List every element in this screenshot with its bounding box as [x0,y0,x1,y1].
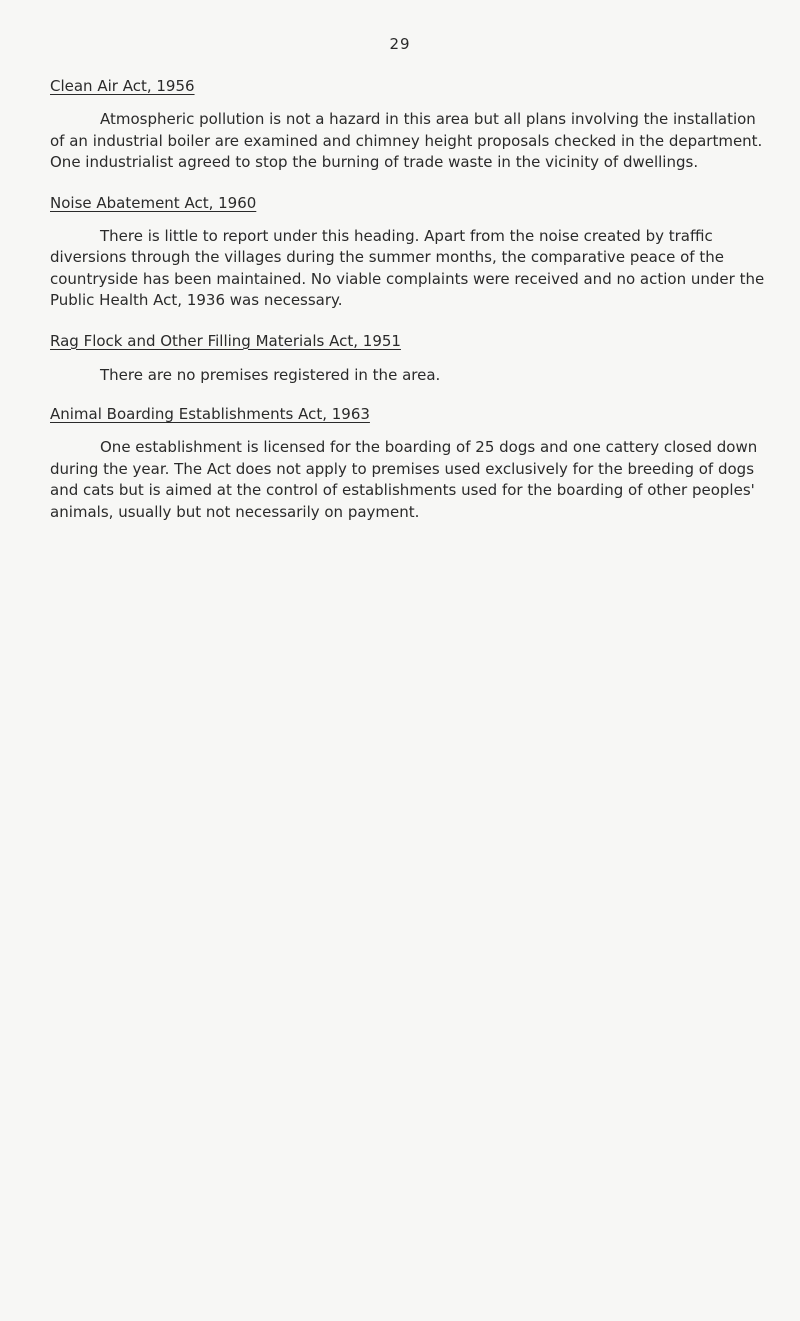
page-number: 29 [389,35,411,53]
section-heading: Animal Boarding Establishments Act, 1963 [50,405,370,423]
section-heading: Clean Air Act, 1956 [50,77,195,95]
section-paragraph: Atmospheric pollution is not a hazard in this area but all plans involving the installation of an industrial boiler are examined and chimney height proposals checked in the department. One industrialist agreed to stop the burning of trade waste in the vicinity of dwellings. [50,110,763,171]
document-body [50,76,770,523]
section-clean-air-act [50,76,770,174]
section-heading: Noise Abatement Act, 1960 [50,193,257,212]
section-paragraph: There are no premises registered in the area. [100,365,441,384]
section-rag-flock-act [50,331,770,387]
section-heading: Rag Flock and Other Filling Materials Act, 1951 [50,331,401,350]
section-paragraph: There is little to report under this heading. Apart from the noise created by traffic diversions through the villages during the summer months, the comparative peace of the countryside has been maintained. No viable complaints were received and no action under the Public Health Act, 1936 was necessary. [50,226,765,309]
section-paragraph: One establishment is licensed for the boarding of 25 dogs and one cattery closed down during the year. The Act does not apply to premises used exclusively for the breeding of dogs and cats but is aimed at the control of establishments used for the boarding of other peoples' animals, usually but not necessarily on payment. [50,438,758,521]
section-noise-abatement-act [50,193,770,312]
section-animal-boarding-act [50,404,770,523]
